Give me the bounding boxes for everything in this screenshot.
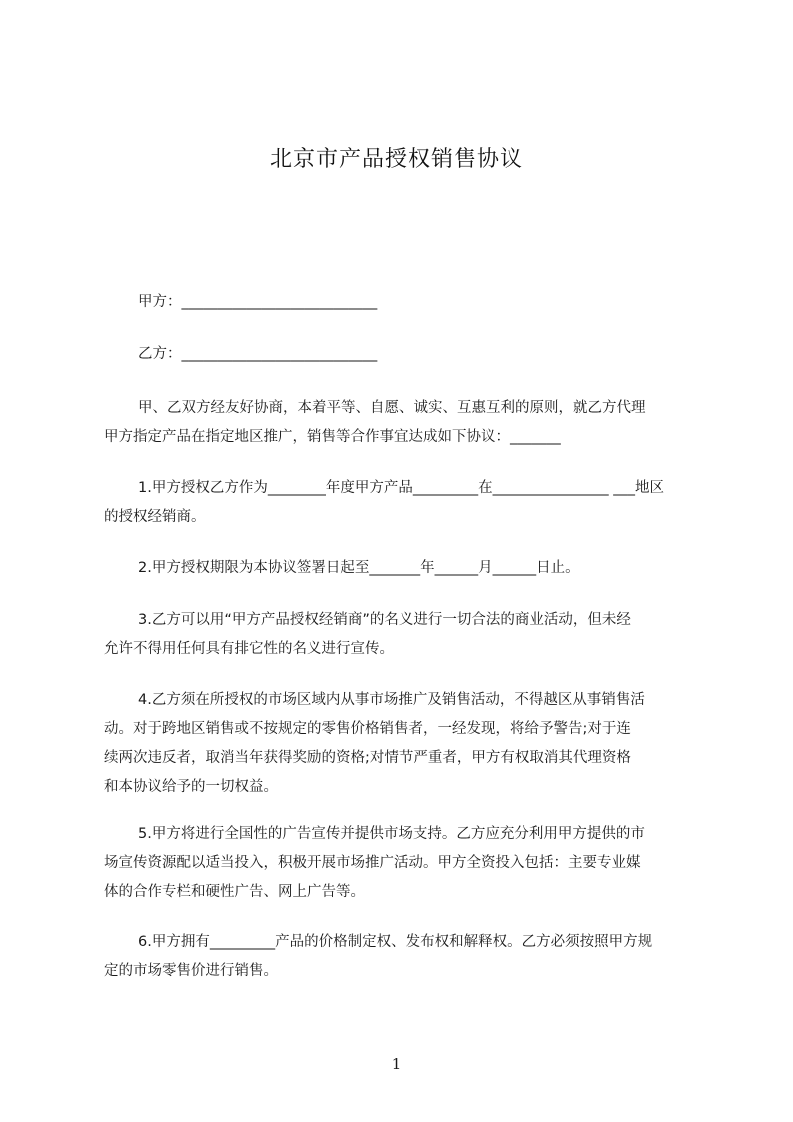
- clause-2: [104, 554, 710, 583]
- intro-line-1: 甲、乙双方经友好协商，本着平等、自愿、诚实、互惠互利的原则，就乙方代理: [138, 400, 646, 416]
- document-title: 北京市产品授权销售协议: [269, 147, 523, 172]
- clause-2-line-1: 2.甲方授权期限为本协议签署日起至_______年______月______日止。: [138, 560, 580, 576]
- clause-5-line-3: 体的合作专栏和硬性广告、网上广告等。: [104, 884, 365, 900]
- clause-4-line-4: 和本协议给予的一切权益。: [104, 779, 278, 795]
- clause-6: [104, 928, 710, 986]
- clause-1: [104, 474, 710, 532]
- clause-4-line-2: 动。对于跨地区销售或不按规定的零售价格销售者，一经发现，将给予警告;对于连: [104, 721, 631, 737]
- intro-line-2: 甲方指定产品在指定地区推广，销售等合作事宜达成如下协议：_______: [104, 429, 561, 445]
- page-number: 1: [391, 1055, 402, 1073]
- party-b-line: 乙方：___________________________: [138, 346, 378, 362]
- intro-paragraph: [104, 394, 710, 452]
- clause-1-line-2: 的授权经销商。: [104, 509, 206, 525]
- clause-5-line-1: 5.甲方将进行全国性的广告宣传并提供市场支持。乙方应充分利用甲方提供的市: [138, 826, 645, 842]
- clause-4-line-1: 4.乙方须在所授权的市场区域内从事市场推广及销售活动，不得越区从事销售活: [138, 692, 645, 708]
- clause-4-line-3: 续两次违反者，取消当年获得奖励的资格;对情节严重者，甲方有权取消其代理资格: [104, 750, 631, 766]
- clause-1-line-1: 1.甲方授权乙方作为________年度甲方产品_________在________________ ___地区: [138, 480, 664, 496]
- clause-3-line-2: 允许不得用任何具有排它性的名义进行宣传。: [104, 641, 394, 657]
- clause-6-line-1: 6.甲方拥有_________产品的价格制定权、发布权和解释权。乙方必须按照甲方规: [138, 934, 653, 950]
- clause-3-line-1: 3.乙方可以用“甲方产品授权经销商”的名义进行一切合法的商业活动，但未经: [138, 612, 631, 628]
- clause-6-line-2: 定的市场零售价进行销售。: [104, 963, 278, 979]
- clause-3: [104, 606, 710, 664]
- clause-5-line-2: 场宣传资源配以适当投入，积极开展市场推广活动。甲方全资投入包括：主要专业媒: [104, 855, 641, 871]
- party-a-line: 甲方：___________________________: [138, 294, 378, 310]
- clause-5: [104, 820, 710, 907]
- clause-4: [104, 686, 710, 802]
